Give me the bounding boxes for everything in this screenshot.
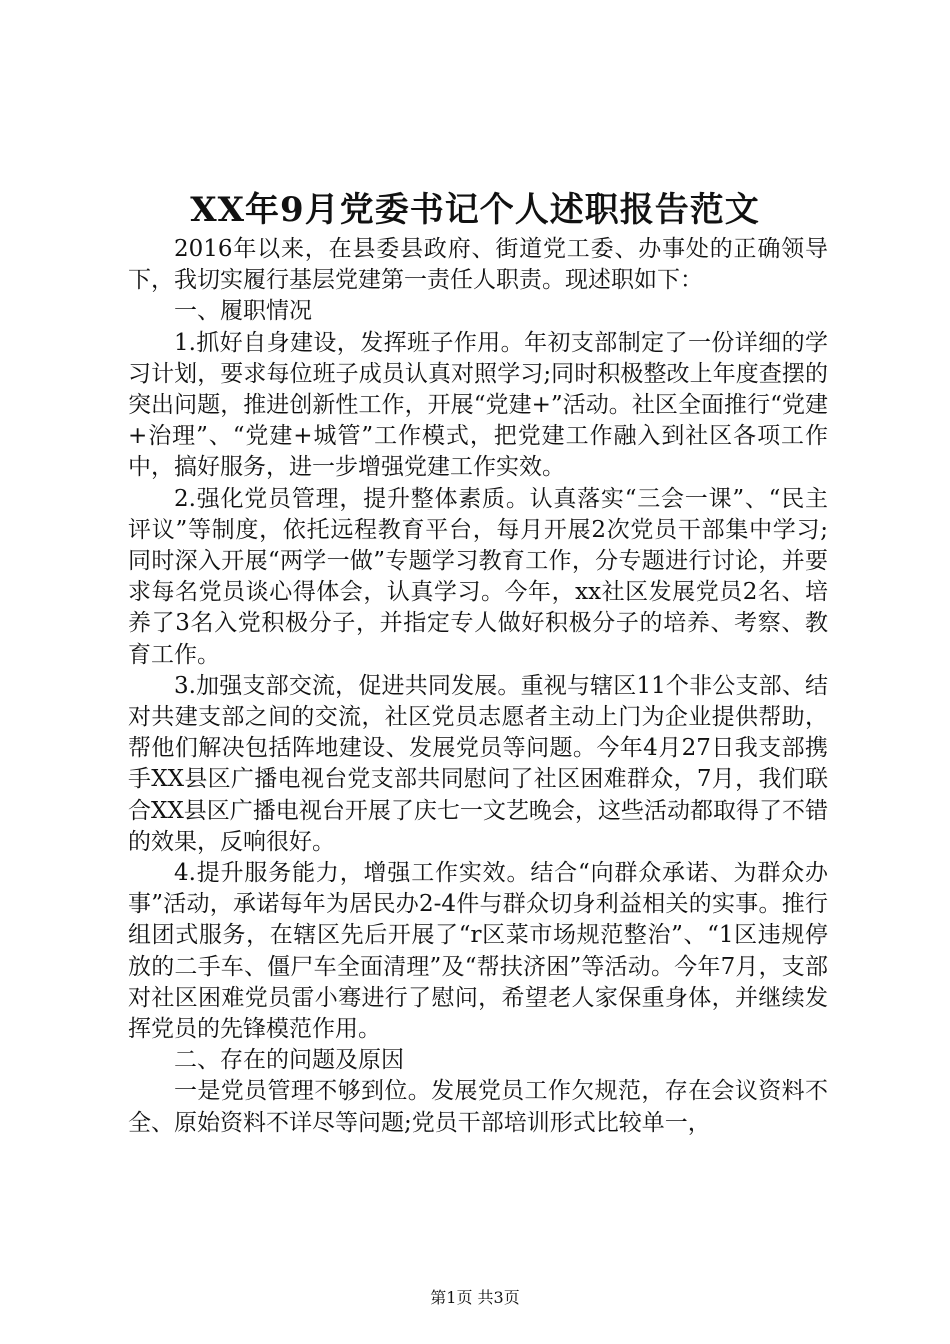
- page-footer: 第1页 共3页: [430, 1288, 520, 1307]
- paragraph-problem-1: 一是党员管理不够到位。发展党员工作欠规范，存在会议资料不全、原始资料不详尽等问题;党员干部培训形式比较单一，: [128, 1078, 828, 1136]
- section-heading-problems: 二、存在的问题及原因: [174, 1047, 404, 1074]
- paragraph-item-2: 2.强化党员管理，提升整体素质。认真落实“三会一课”、“民主评议”等制度，依托远程教育平台，每月开展2次党员干部集中学习;同时深入开展“两学一做”专题学习教育工作，分专题进行讨论，并要求每名党员谈心得体会，认真学习。今年，xx社区发展党员2名、培养了3名入党积极分子，并指定专人做好积极分子的培养、考察、教育工作。: [128, 485, 828, 668]
- document-body: [128, 234, 828, 1139]
- section-heading-performance: 一、履职情况: [174, 298, 312, 325]
- intro-paragraph: 2016年以来，在县委县政府、街道党工委、办事处的正确领导下，我切实履行基层党建第一责任人职责。现述职如下：: [128, 236, 828, 294]
- paragraph-item-4: 4.提升服务能力，增强工作实效。结合“向群众承诺、为群众办事”活动，承诺每年为居民办2-4件与群众切身利益相关的实事。推行组团式服务，在辖区先后开展了“r区菜市场规范整治”、“1区违规停放的二手车、僵尸车全面清理”及“帮扶济困”等活动。今年7月，支部对社区困难党员雷小骞进行了慰问，希望老人家保重身体，并继续发挥党员的先锋模范作用。: [128, 860, 828, 1043]
- document-title: XX年9月党委书记个人述职报告范文: [190, 190, 760, 230]
- paragraph-item-3: 3.加强支部交流，促进共同发展。重视与辖区11个非公支部、结对共建支部之间的交流，社区党员志愿者主动上门为企业提供帮助，帮他们解决包括阵地建设、发展党员等问题。今年4月27日我支部携手XX县区广播电视台党支部共同慰问了社区困难群众，7月，我们联合XX县区广播电视台开展了庆七一文艺晚会，这些活动都取得了不错的效果，反响很好。: [128, 672, 828, 855]
- paragraph-item-1: 1.抓好自身建设，发挥班子作用。年初支部制定了一份详细的学习计划，要求每位班子成员认真对照学习;同时积极整改上年度查摆的突出问题，推进创新性工作，开展“党建+”活动。社区全面推行“党建+治理”、“党建+城管”工作模式，把党建工作融入到社区各项工作中，搞好服务，进一步增强党建工作实效。: [128, 329, 828, 481]
